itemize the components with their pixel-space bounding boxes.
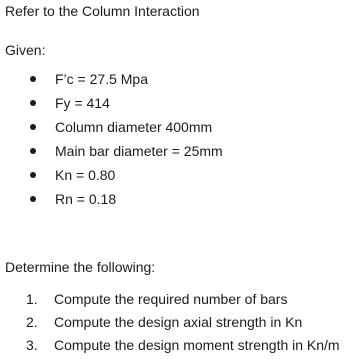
determine-heading: Determine the following: <box>5 259 156 275</box>
given-item-text: F’c = 27.5 Mpa <box>55 71 148 87</box>
given-item-text: Rn = 0.18 <box>55 191 117 207</box>
bullet-icon <box>30 100 36 106</box>
given-item-text: Fy = 414 <box>55 95 110 111</box>
given-item-text: Main bar diameter = 25mm <box>55 143 223 159</box>
bullet-icon <box>30 172 36 178</box>
given-item-text: Kn = 0.80 <box>55 167 116 183</box>
task-number: 2. <box>26 314 38 330</box>
given-item-text: Column diameter 400mm <box>55 119 213 135</box>
task-text: Compute the design axial strength in Kn <box>54 314 303 330</box>
bullet-icon <box>30 196 36 202</box>
task-number: 1. <box>26 291 38 307</box>
intro-text: Refer to the Column Interaction <box>5 3 200 19</box>
task-number: 3. <box>26 337 38 353</box>
task-text: Compute the required number of bars <box>54 291 288 307</box>
bullet-icon <box>30 76 36 82</box>
bullet-icon <box>30 148 36 154</box>
bullet-icon <box>30 124 36 130</box>
given-heading: Given: <box>5 42 46 58</box>
task-text: Compute the design moment strength in Kn/m <box>54 337 340 353</box>
